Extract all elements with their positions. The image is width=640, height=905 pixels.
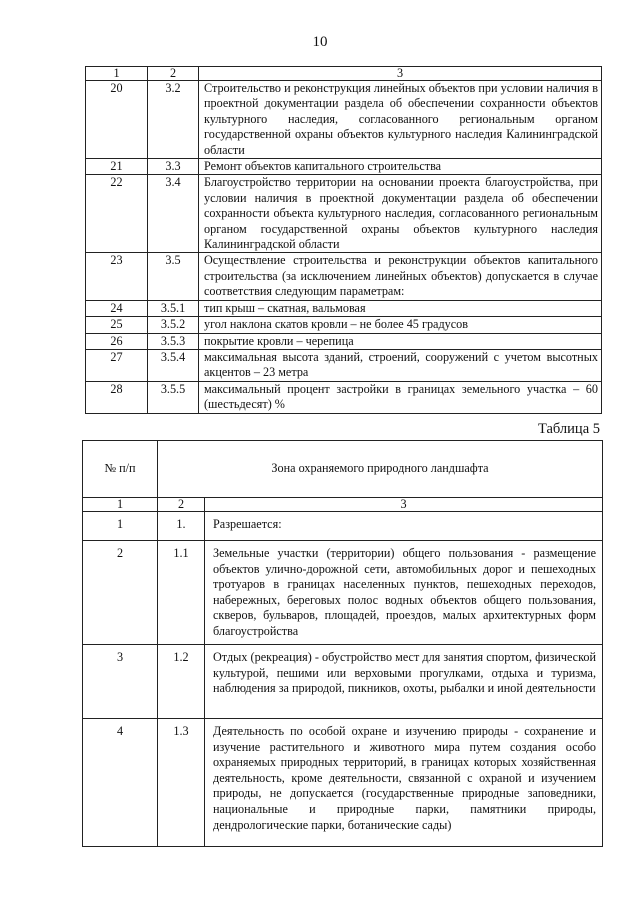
column-header-number: № п/п	[83, 441, 158, 498]
row-text: Земельные участки (территории) общего пользования - размещение объектов улично-дорожной сети, автомобильных дорог и пешеходных тротуаров в границах населенных пунктов, пешеходных переходов, набережных, береговых полос водных объектов общего пользования, скверов, бульваров, площадей, проездов, малых архитектурных форм благоустройства	[205, 541, 603, 645]
permitted-use-table-continued	[85, 66, 602, 414]
column-number-1: 1	[86, 67, 148, 81]
column-number-2: 2	[148, 67, 199, 81]
table-row	[86, 253, 602, 300]
row-code: 3.5.4	[148, 349, 199, 381]
column-number-1: 1	[83, 498, 158, 512]
row-code: 3.5.2	[148, 317, 199, 333]
row-number: 27	[86, 349, 148, 381]
table-row	[86, 317, 602, 333]
row-code: 1.1	[158, 541, 205, 645]
row-code: 3.3	[148, 159, 199, 175]
table-row	[86, 300, 602, 316]
row-number: 23	[86, 253, 148, 300]
row-number: 4	[83, 719, 158, 847]
row-code: 3.5	[148, 253, 199, 300]
row-code: 3.2	[148, 81, 199, 159]
table-row	[86, 333, 602, 349]
row-text: Строительство и реконструкция линейных объектов при условии наличия в проектной документации раздела об обеспечении сохранности объектов культурного наследия, согласованного региональным органом государственной охраны объектов культурного наследия Калининградской области	[199, 81, 602, 159]
table-row	[83, 719, 603, 847]
table-row	[83, 541, 603, 645]
table-row	[86, 81, 602, 159]
row-code: 1.	[158, 512, 205, 541]
row-text: тип крыш – скатная, вальмовая	[199, 300, 602, 316]
row-number: 22	[86, 175, 148, 253]
table-row	[86, 349, 602, 381]
row-number: 21	[86, 159, 148, 175]
column-number-3: 3	[199, 67, 602, 81]
row-code: 3.4	[148, 175, 199, 253]
column-number-3: 3	[205, 498, 603, 512]
row-code: 3.5.1	[148, 300, 199, 316]
row-text: Благоустройство территории на основании проекта благоустройства, при условии наличия в проектной документации раздела об обеспечении сохранности объекта культурного наследия, согласованного региональным органом государственной охраны объектов культурного наследия Калининградской области	[199, 175, 602, 253]
row-text: покрытие кровли – черепица	[199, 333, 602, 349]
row-text: угол наклона скатов кровли – не более 45 градусов	[199, 317, 602, 333]
row-number: 3	[83, 645, 158, 719]
row-code: 1.3	[158, 719, 205, 847]
row-code: 1.2	[158, 645, 205, 719]
row-text: Разрешается:	[205, 512, 603, 541]
table-row	[86, 159, 602, 175]
table-title-row	[83, 441, 603, 498]
row-number: 25	[86, 317, 148, 333]
row-number: 20	[86, 81, 148, 159]
row-text: Осуществление строительства и реконструкции объектов капитального строительства (за исключением линейных объектов) допускается в случае соответствия следующим параметрам:	[199, 253, 602, 300]
table-row	[83, 512, 603, 541]
table-header-row	[83, 498, 603, 512]
protected-landscape-zone-table	[82, 440, 603, 847]
zone-title: Зона охраняемого природного ландшафта	[158, 441, 603, 498]
table-row	[83, 645, 603, 719]
row-number: 2	[83, 541, 158, 645]
row-number: 24	[86, 300, 148, 316]
table-caption: Таблица 5	[537, 421, 600, 437]
column-number-2: 2	[158, 498, 205, 512]
table-header-row	[86, 67, 602, 81]
row-number: 28	[86, 381, 148, 413]
row-text: максимальная высота зданий, строений, сооружений с учетом высотных акцентов – 23 метра	[199, 349, 602, 381]
table-row	[86, 381, 602, 413]
row-text: максимальный процент застройки в границах земельного участка – 60 (шестьдесят) %	[199, 381, 602, 413]
row-text: Ремонт объектов капитального строительства	[199, 159, 602, 175]
row-text: Отдых (рекреация) - обустройство мест для занятия спортом, физической культурой, пешими или верховыми прогулками, отдыха и туризма, наблюдения за природой, пикников, охоты, рыбалки и иной деятельности	[205, 645, 603, 719]
row-code: 3.5.3	[148, 333, 199, 349]
page-number: 10	[312, 34, 328, 50]
row-code: 3.5.5	[148, 381, 199, 413]
row-number: 1	[83, 512, 158, 541]
row-text: Деятельность по особой охране и изучению природы - сохранение и изучение растительного и животного мира путем создания особо охраняемых природных территорий, в границах которых хозяйственная деятельность, кроме деятельности, связанной с охраной и изучением природы, не допускается (государственные природные заповедники, национальные и природные парки, памятники природы, дендрологические парки, ботанические сады)	[205, 719, 603, 847]
table-row	[86, 175, 602, 253]
row-number: 26	[86, 333, 148, 349]
